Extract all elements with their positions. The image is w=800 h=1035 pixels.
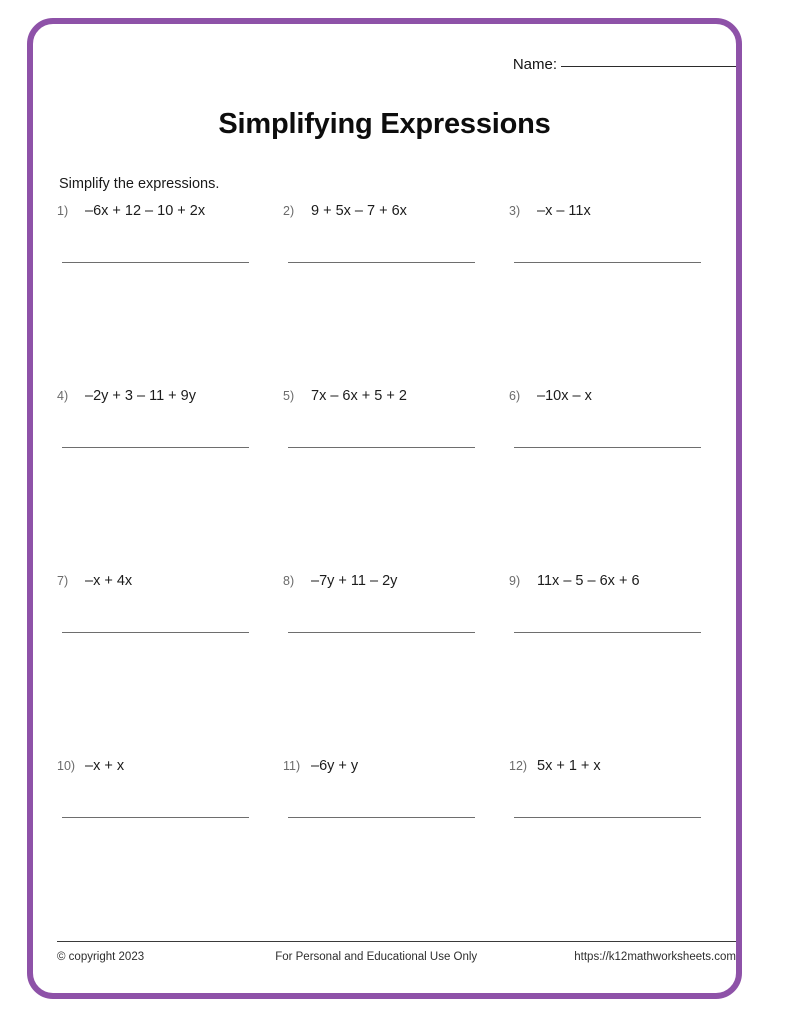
problem-row xyxy=(57,574,736,759)
problem-expression: –x + 4x xyxy=(85,573,133,589)
problem-header xyxy=(509,759,735,781)
problem-expression: –2y + 3 – 11 + 9y xyxy=(85,388,196,404)
problem-number: 5) xyxy=(283,389,295,403)
footer-divider xyxy=(57,941,736,942)
problem-item-3 xyxy=(509,204,735,389)
problem-number: 6) xyxy=(509,389,521,403)
answer-line[interactable] xyxy=(62,262,249,263)
problem-item-2 xyxy=(283,204,509,389)
problem-header xyxy=(283,759,509,781)
answer-line[interactable] xyxy=(288,632,475,633)
problem-item-4 xyxy=(57,389,283,574)
problem-item-1 xyxy=(57,204,283,389)
problem-item-11 xyxy=(283,759,509,944)
problem-row xyxy=(57,389,736,574)
problem-expression: –6y + y xyxy=(311,758,359,774)
footer-row xyxy=(57,951,736,963)
answer-line[interactable] xyxy=(288,447,475,448)
worksheet-content xyxy=(33,24,736,993)
problem-row xyxy=(57,204,736,389)
name-line-gap xyxy=(613,62,617,66)
page-title: Simplifying Expressions xyxy=(218,108,551,140)
answer-line[interactable] xyxy=(288,262,475,263)
problem-number: 1) xyxy=(57,204,69,218)
problem-expression: –x – 11x xyxy=(537,203,591,219)
problem-header xyxy=(57,759,283,781)
problem-expression: –x + x xyxy=(85,758,125,774)
problem-header xyxy=(509,389,735,411)
problem-number: 4) xyxy=(57,389,69,403)
problem-number: 2) xyxy=(283,204,295,218)
answer-line[interactable] xyxy=(514,447,701,448)
problem-header xyxy=(509,574,735,596)
problem-grid xyxy=(57,204,736,944)
problem-number: 11) xyxy=(283,759,301,773)
problem-item-5 xyxy=(283,389,509,574)
problem-number: 12) xyxy=(509,759,528,773)
problem-row xyxy=(57,759,736,944)
problem-expression: –6x + 12 – 10 + 2x xyxy=(85,203,206,219)
problem-expression: –10x – x xyxy=(537,388,592,404)
answer-line[interactable] xyxy=(62,632,249,633)
problem-item-12 xyxy=(509,759,735,944)
problem-header xyxy=(283,389,509,411)
name-field[interactable] xyxy=(513,56,736,73)
problem-expression: –7y + 11 – 2y xyxy=(311,573,398,589)
problem-header xyxy=(509,204,735,226)
problem-item-10 xyxy=(57,759,283,944)
problem-expression: 7x – 6x + 5 + 2 xyxy=(311,388,407,404)
footer-usage-notice: For Personal and Educational Use Only xyxy=(275,951,478,963)
answer-line[interactable] xyxy=(288,817,475,818)
answer-line[interactable] xyxy=(62,447,249,448)
problem-item-9 xyxy=(509,574,735,759)
problem-header xyxy=(57,204,283,226)
problem-number: 8) xyxy=(283,574,295,588)
answer-line[interactable] xyxy=(514,262,701,263)
problem-header xyxy=(57,389,283,411)
problem-number: 3) xyxy=(509,204,521,218)
problem-number: 10) xyxy=(57,759,76,773)
name-field-input-line[interactable] xyxy=(561,65,736,67)
problem-item-7 xyxy=(57,574,283,759)
problem-header xyxy=(283,204,509,226)
problem-expression: 5x + 1 + x xyxy=(537,758,601,774)
footer-website-url[interactable]: https://k12mathworksheets.com xyxy=(574,951,736,963)
answer-line[interactable] xyxy=(62,817,249,818)
problem-expression: 9 + 5x – 7 + 6x xyxy=(311,203,407,219)
page-footer xyxy=(57,941,736,963)
problem-header xyxy=(283,574,509,596)
answer-line[interactable] xyxy=(514,632,701,633)
problem-header xyxy=(57,574,283,596)
footer-copyright: © copyright 2023 xyxy=(57,951,145,963)
problem-item-6 xyxy=(509,389,735,574)
name-field-label: Name: xyxy=(512,56,557,73)
answer-line[interactable] xyxy=(514,817,701,818)
problem-number: 7) xyxy=(57,574,69,588)
problem-item-8 xyxy=(283,574,509,759)
problem-expression: 11x – 5 – 6x + 6 xyxy=(537,573,640,589)
problem-number: 9) xyxy=(509,574,521,588)
instructions-text: Simplify the expressions. xyxy=(59,176,220,192)
